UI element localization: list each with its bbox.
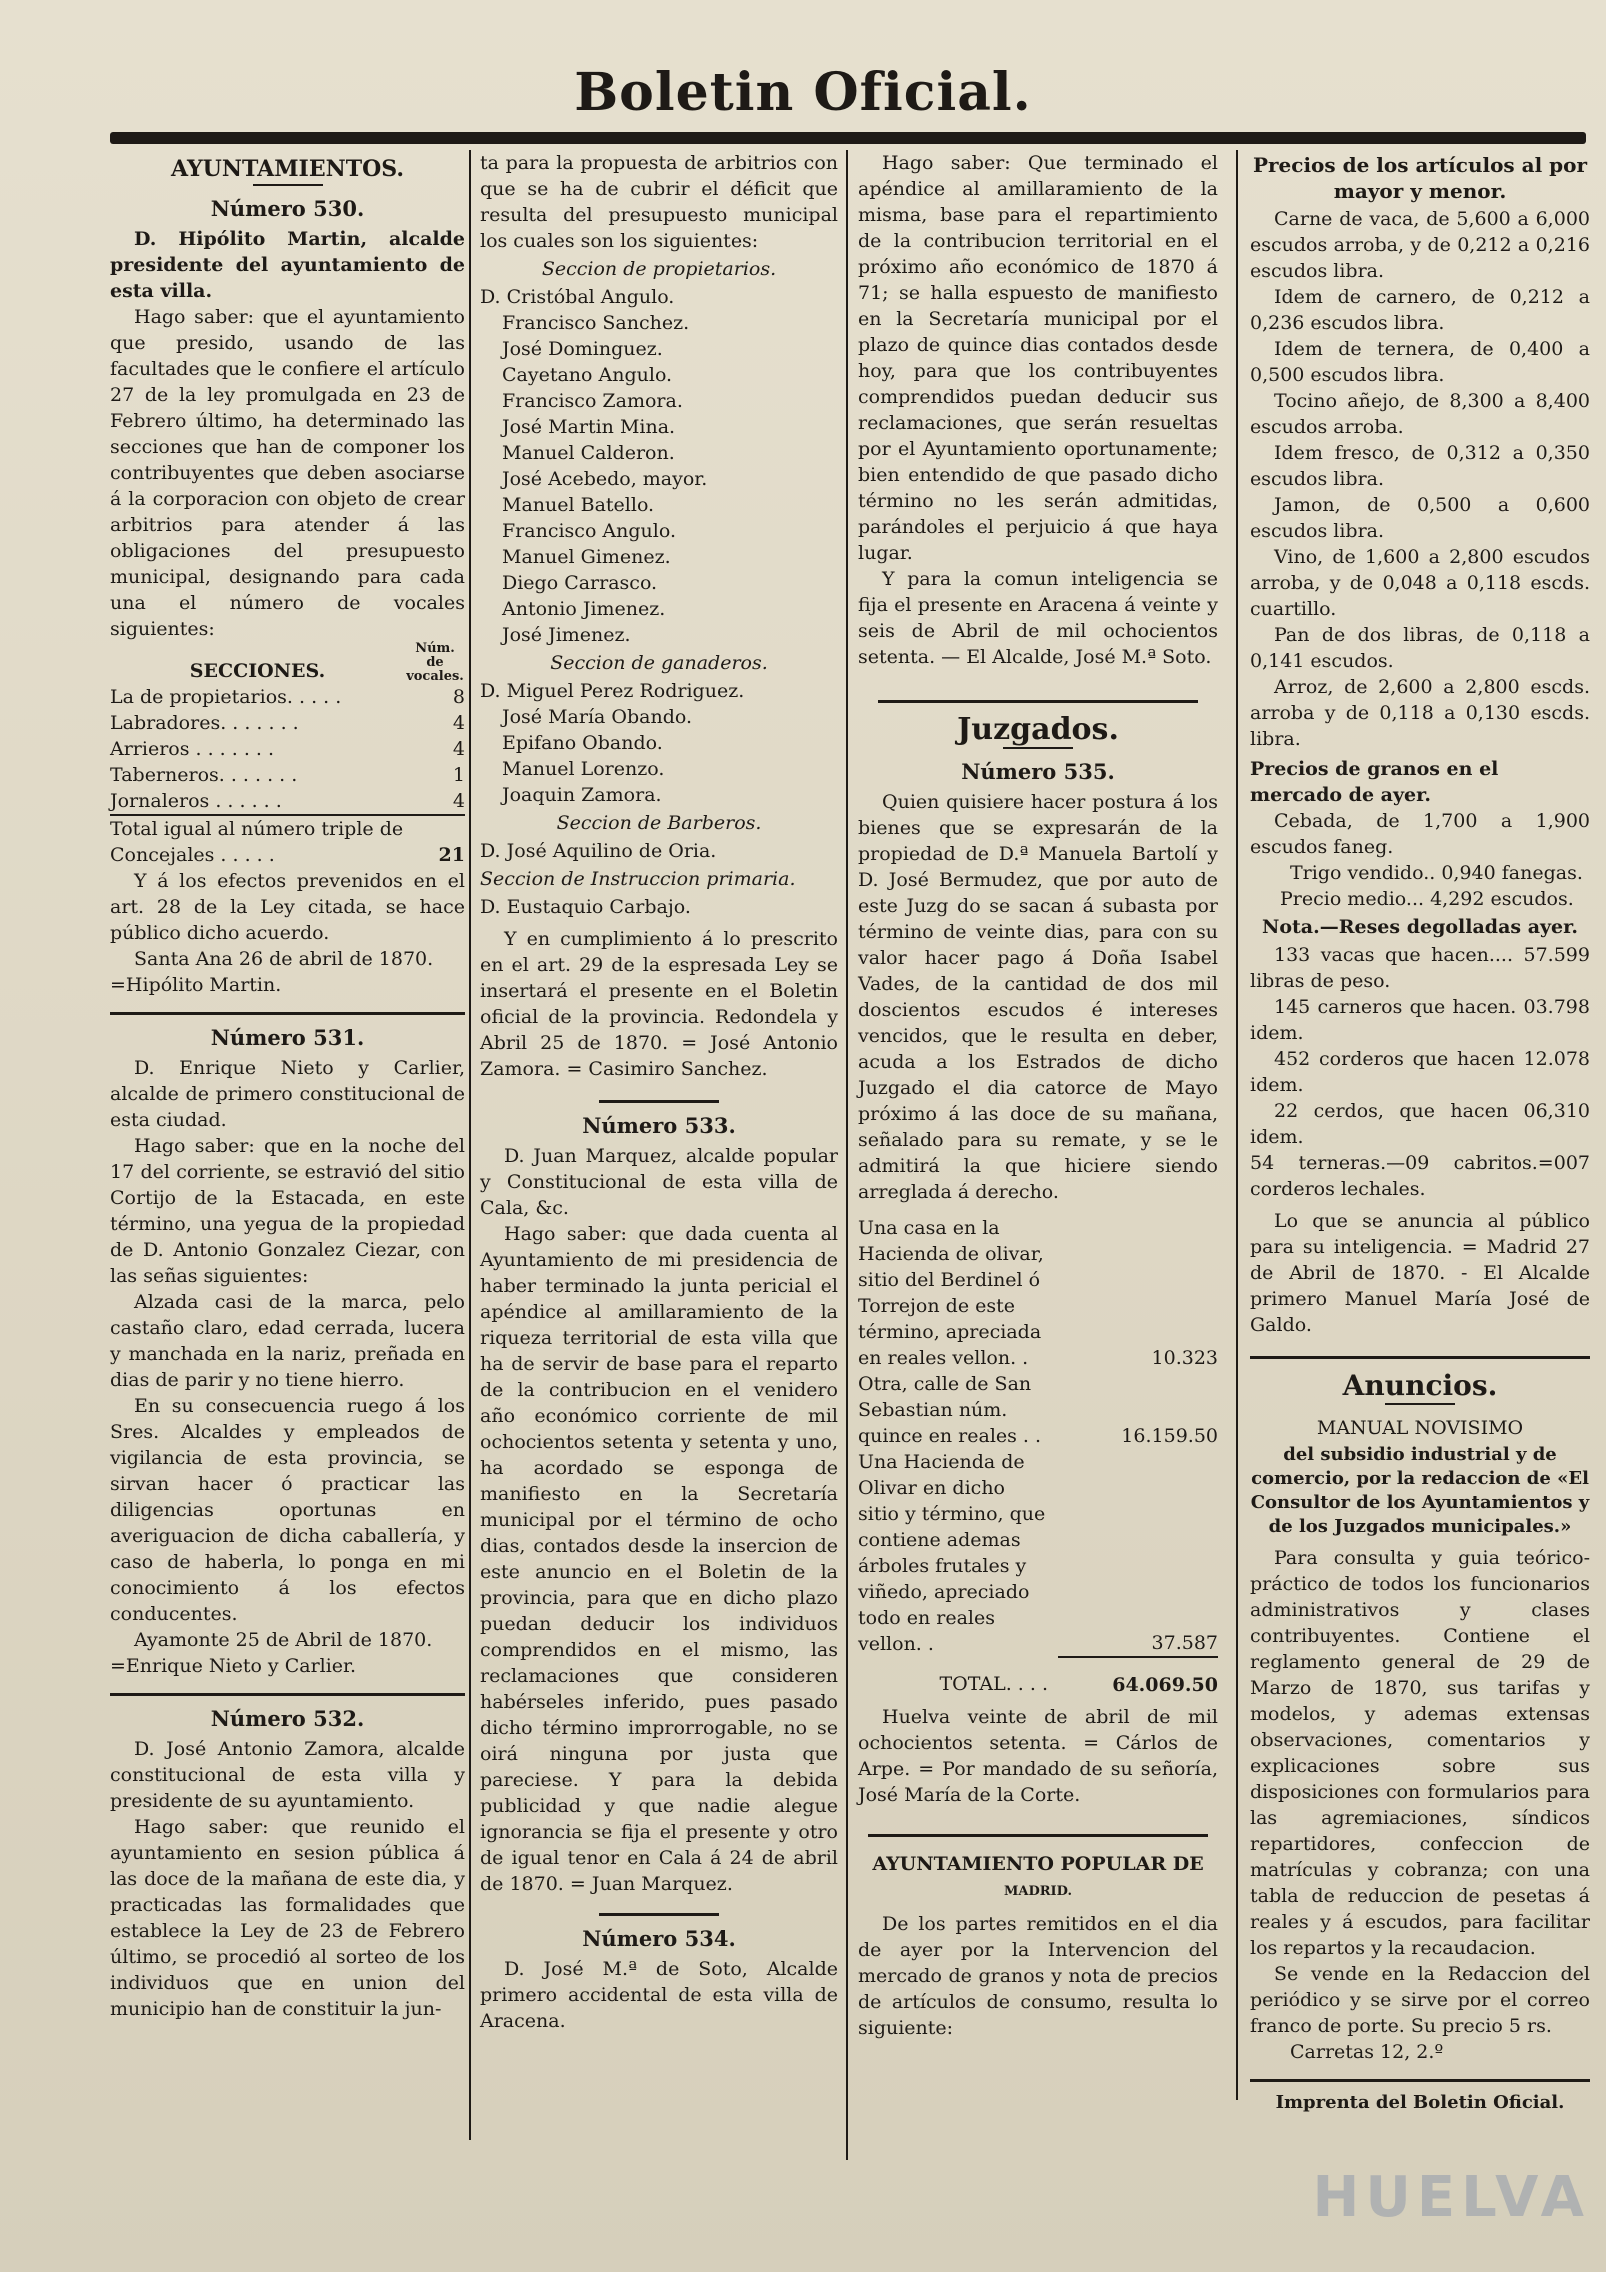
notice-530-body: Hago saber: que el ayuntamiento que presido, usando de las facultades que le confiere el artículo 27 de la ley promulgada en 23 de Febrero último, ha determinado las secciones que han de componer los contribuyentes que deben asociarse á la corporacion con objeto de crear arbitrios para atender á las obligaciones del presupuesto municipal, designando para cada una el número de vocales siguientes:	[110, 306, 465, 640]
table-cell: Otra, calle de San Sebastian núm. quince en reales . .	[858, 1373, 1042, 1447]
notice-531-body: Hago saber: que en la noche del 17 del corriente, se estravió del sitio Cortijo de la Estacada, en este término, una yegua de la propiedad de D. Antonio Gonzalez Ciezar, con las señas siguientes:	[110, 1135, 465, 1287]
notice-531-lead: D. Enrique Nieto y Carlier, alcalde de primero constitucional de esta ciudad.	[110, 1057, 465, 1131]
short-rule	[1385, 1403, 1455, 1405]
manual-subtitle: del subsidio industrial y de comercio, por la redaccion de «El Consultor de los Ayuntamientos y de los Juzgados municipales.»	[1250, 1444, 1590, 1537]
table-total-label: TOTAL. . . .	[939, 1673, 1048, 1695]
list-item: José Jimenez.	[502, 624, 631, 646]
prices-list	[1250, 206, 1590, 752]
list-item: José María Obando.	[502, 706, 693, 728]
notice-530-after: Y á los efectos prevenidos en el art. 28 de la Ley citada, se hace público dicho acuerdo.	[110, 870, 465, 944]
list-item: 54 terneras.—09 cabritos.=007 corderos lechales.	[1250, 1152, 1590, 1200]
madrid-closing: Lo que se anuncia al público para su inteligencia. = Madrid 27 de Abril de 1870. - El Alcalde primero Manuel María José de Galdo.	[1250, 1210, 1590, 1336]
list-item: Francisco Angulo.	[502, 520, 676, 542]
prices-heading: Precios de los artículos al por mayor y menor.	[1252, 153, 1588, 203]
table-row	[110, 710, 465, 736]
notice-number-532: Número 532.	[210, 1706, 365, 1731]
table-cell: 1	[452, 764, 465, 786]
notice-531-signer: =Enrique Nieto y Carlier.	[110, 1655, 357, 1677]
section-ganaderos: Seccion de ganaderos.	[550, 652, 768, 674]
list-item: Arroz, de 2,600 a 2,800 escds. arroba y de 0,118 a 0,130 escds. libra.	[1250, 676, 1590, 750]
list-item: Manuel Calderon.	[502, 442, 675, 464]
list-item: Epifano Obando.	[502, 732, 663, 754]
separator-rule	[599, 1100, 719, 1103]
notice-531-signs: Alzada casi de la marca, pelo castaño claro, edad cerrada, lucera y manchada en la nariz, preñada en dias de parir y no tiene hierro.	[110, 1291, 465, 1391]
list-item: Carne de vaca, de 5,600 a 6,000 escudos arroba, y de 0,212 a 0,216 escudos libra.	[1250, 208, 1590, 282]
table-cell: 37.587	[1151, 1632, 1218, 1654]
notice-535-body: Quien quisiere hacer postura á los bienes que se expresarán de la propiedad de D.ª Manuela Bartolí y D. José Bermudez, que por auto de este Juzg do se sacan á subasta por término de veinte dias, para con su valor hacer pago á Doña Isabel Vades, de la cantidad de dos mil doscientos escudos é intereses vencidos, que le resulta en deber, acuda a los Estrados de dicho Juzgado el dia catorce de Mayo próximo á las doce de su mañana, señalado para su remate, y se le admitirá la que hiciere siendo arreglada á derecho.	[858, 791, 1218, 1203]
list-item: Idem de carnero, de 0,212 a 0,236 escudos libra.	[1250, 286, 1590, 334]
list-item: D. Cristóbal Angulo.	[480, 286, 675, 308]
column-divider	[846, 150, 848, 2160]
list-item: D. Eustaquio Carbajo.	[480, 896, 691, 918]
notice-534-body: Hago saber: Que terminado el apéndice al amillaramiento de la misma, base para el repartimiento de la contribucion territorial en el próximo año económico de 1870 á 71; se halla espuesto de manifiesto en la Secretaría municipal por el plazo de quince dias contados desde hoy, para que los contribuyentes comprendidos puedan deducir sus reclamaciones, que serán resueltas por el Ayuntamiento oportunamente; bien entendido de que pasado dicho término no les serán admitidas, parándoles el perjuicio á que haya lugar.	[858, 152, 1218, 564]
table-cell: Una Hacienda de Olivar en dicho sitio y término, que contiene ademas árboles frutales y viñedo, apreciado todo en reales vellon. .	[858, 1451, 1046, 1655]
manual-title: MANUAL NOVISIMO	[1316, 1417, 1524, 1439]
list-item: José Martin Mina.	[502, 416, 676, 438]
notice-number-534: Número 534.	[582, 1926, 736, 1951]
notice-532-lead: D. José Antonio Zamora, alcalde constitucional de esta villa y presidente de su ayuntamiento.	[110, 1738, 465, 1812]
notice-532-continuation: ta para la propuesta de arbitrios con que se ha de cubrir el déficit que resulta del presupuesto municipal los cuales son los siguientes:	[480, 152, 838, 252]
madrid-body: De los partes remitidos en el dia de ayer por la Intervencion del mercado de granos y nota de precios de artículos de consumo, resulta lo siguiente:	[858, 1913, 1218, 2039]
list-item: Manuel Gimenez.	[502, 546, 671, 568]
table-total-value: 21	[405, 815, 465, 868]
list-item: Cayetano Angulo.	[502, 364, 673, 386]
notice-535-date: Huelva veinte de abril de mil ochocientos setenta. = Cárlos de Arpe. = Por mandado de su señoría, José María de la Corte.	[858, 1706, 1218, 1806]
table-cell: Una casa en la Hacienda de olivar, sitio del Berdinel ó Torrejon de este término, apreciada en reales vellon. .	[858, 1217, 1044, 1369]
notice-number-535: Número 535.	[961, 759, 1115, 784]
table-row	[110, 762, 465, 788]
column-4	[1250, 150, 1590, 2118]
manual-body: Para consulta y guia teórico-práctico de todos los funcionarios administrativos y clases contribuyentes. Contiene el reglamento general de 29 de Marzo de 1870, sus tarifas y modelos, y ademas extensas observaciones, comentarios y explicaciones sobre sus disposiciones con formularios para las agremiaciones, síndicos repartidores, confeccion de matrículas y cobranza; con una tabla de reduccion de pesetas á reales y á escudos, para facilitar los repartos y la recaudacion.	[1250, 1547, 1590, 1959]
vocales-table-header	[110, 642, 465, 684]
table-cell: 4	[452, 790, 465, 812]
section-heading-ayuntamientos: AYUNTAMIENTOS.	[170, 156, 405, 182]
table-cell: 16.159.50	[1121, 1425, 1218, 1447]
notice-533-body: Hago saber: que dada cuenta al Ayuntamiento de mi presidencia de haber terminado la junta pericial el apéndice al amillaramiento de la riqueza territorial de esta villa que ha de servir de base para el reparto de la contribucion en el venidero año económico corriente de mil ochocientos setenta y setenta y uno, ha acordado se esponga de manifiesto en la Secretaría municipal por el término de ocho dias, contados desde la insercion de este anuncio en el Boletin de la provincia, para que en dicho plazo puedan deducir los individuos comprendidos en el mismo, las reclamaciones que consideren habérseles inferido, pues pasado dicho término improrrogable, no se oirá ninguna por justa que pareciese. Y para la debida publicidad y que nadie alegue ignorancia se fija el presente y otro de igual tenor en Cala á 24 de abril de 1870. = Juan Marquez.	[480, 1223, 838, 1895]
list-item: 22 cerdos, que hacen 06,310 idem.	[1250, 1100, 1590, 1148]
section-heading-anuncios: Anuncios.	[1342, 1369, 1498, 1402]
table-cell: La de propietarios. . . . .	[110, 686, 342, 708]
separator-rule	[878, 700, 1198, 703]
notice-531-body2: En su consecuencia ruego á los Sres. Alcaldes y empleados de vigilancia de esta provincia, se sirvan hacer ó practicar las diligencias oportunas en averiguacion de dicha caballería, y caso de haberla, lo ponga en mi conocimiento á los efectos conducentes.	[110, 1395, 465, 1625]
list-item: 145 carneros que hacen. 03.798 idem.	[1250, 996, 1590, 1044]
masthead-title: Boletin Oficial.	[574, 62, 1032, 123]
madrid-heading: AYUNTAMIENTO POPULAR DE	[872, 1853, 1204, 1875]
list-item: Vino, de 1,600 a 2,800 escudos arroba, y de 0,048 a 0,118 escds. cuartillo.	[1250, 546, 1590, 620]
list-item: Antonio Jimenez.	[502, 598, 666, 620]
notice-534-lead: D. José M.ª de Soto, Alcalde primero accidental de esta villa de Aracena.	[480, 1958, 838, 2032]
list-item: D. Miguel Perez Rodriguez.	[480, 680, 745, 702]
list-item: José Dominguez.	[502, 338, 663, 360]
grain-list	[1250, 808, 1590, 912]
column-3	[858, 150, 1218, 2041]
table-total-row	[858, 1657, 1218, 1698]
separator-rule	[110, 1012, 465, 1015]
column-2	[480, 150, 838, 2034]
manual-address: Carretas 12, 2.º	[1290, 2041, 1444, 2063]
table-cell: Taberneros. . . . . . .	[110, 764, 298, 786]
table-cell: 4	[452, 712, 465, 734]
reses-heading: Nota.—Reses degolladas ayer.	[1261, 916, 1579, 938]
table-header-num: Núm. de vocales.	[406, 641, 464, 684]
list-item: Trigo vendido.. 0,940 fanegas.	[1290, 862, 1583, 884]
column-divider	[469, 150, 471, 2140]
notice-530-date: Santa Ana 26 de abril de 1870.	[134, 948, 434, 970]
list-item: José Acebedo, mayor.	[502, 468, 708, 490]
list-item: D. José Aquilino de Oria.	[480, 840, 717, 862]
list-item: Diego Carrasco.	[502, 572, 658, 594]
notice-number-533: Número 533.	[582, 1113, 736, 1138]
list-item: Manuel Batello.	[502, 494, 655, 516]
table-total-label: Total igual al número triple de Concejales . . . . .	[110, 815, 405, 868]
section-barberos: Seccion de Barberos.	[556, 812, 762, 834]
grain-heading: Precios de granos en el mercado de ayer.	[1250, 758, 1499, 806]
manual-sale: Se vende en la Redaccion del periódico y se sirve por el correo franco de porte. Su precio 5 rs.	[1250, 1963, 1590, 2037]
separator-rule	[868, 1834, 1208, 1837]
list-item: Francisco Zamora.	[502, 390, 683, 412]
notice-530-lead: D. Hipólito Martin, alcalde presidente del ayuntamiento de esta villa.	[110, 228, 465, 302]
section-heading-juzgados: Juzgados.	[957, 712, 1119, 747]
table-cell: Jornaleros . . . . . .	[110, 790, 282, 812]
notice-532-closing: Y en cumplimiento á lo prescrito en el art. 29 de la espresada Ley se insertará el presente en el Boletin oficial de la provincia. Redondela y Abril 25 de 1870. = José Antonio Zamora. = Casimiro Sanchez.	[480, 928, 838, 1080]
list-item: 452 corderos que hacen 12.078 idem.	[1250, 1048, 1590, 1096]
list-item: Idem de ternera, de 0,400 a 0,500 escudos libra.	[1250, 338, 1590, 386]
table-header-sections: SECCIONES.	[189, 660, 326, 682]
column-1	[110, 150, 465, 2022]
notice-number-530: Número 530.	[210, 196, 365, 221]
column-divider	[1236, 150, 1238, 2100]
separator-rule	[110, 1693, 465, 1696]
list-item: Francisco Sanchez.	[502, 312, 690, 334]
list-ganaderos	[480, 678, 838, 808]
table-cell: 10.323	[1151, 1347, 1218, 1369]
table-cell: 8	[452, 686, 465, 708]
notice-532-body: Hago saber: que reunido el ayuntamiento en sesion pública á las doce de la mañana de este dia, y practicadas las formalidades que establece la Ley de 23 de Febrero último, se procedió al sorteo de los individuos que en union del municipio han de constituir la jun-	[110, 1816, 465, 2020]
madrid-city: MADRID.	[1004, 1884, 1072, 1899]
table-row	[110, 788, 465, 815]
list-item: Joaquin Zamora.	[502, 784, 662, 806]
list-item: Cebada, de 1,700 a 1,900 escudos faneg.	[1250, 810, 1590, 858]
table-cell: Arrieros . . . . . . .	[110, 738, 275, 760]
list-item: Precio medio... 4,292 escudos.	[1280, 888, 1574, 910]
table-row	[110, 736, 465, 762]
reses-list	[1250, 942, 1590, 1202]
table-cell: Labradores. . . . . . .	[110, 712, 299, 734]
table-row	[858, 1449, 1218, 1657]
notice-533-lead: D. Juan Marquez, alcalde popular y Constitucional de esta villa de Cala, &c.	[480, 1145, 838, 1219]
list-item: Pan de dos libras, de 0,118 a 0,141 escudos.	[1250, 624, 1590, 672]
list-item: Tocino añejo, de 8,300 a 8,400 escudos arroba.	[1250, 390, 1590, 438]
separator-rule	[1250, 1356, 1590, 1359]
separator-rule	[599, 1913, 719, 1916]
list-propietarios	[480, 284, 838, 648]
separator-rule	[1250, 2079, 1590, 2082]
table-total-row	[110, 815, 465, 868]
section-instruccion: Seccion de Instruccion primaria.	[480, 868, 796, 890]
list-item: Jamon, de 0,500 a 0,600 escudos libra.	[1250, 494, 1590, 542]
vocales-table	[110, 642, 465, 868]
notice-534-body2: Y para la comun inteligencia se fija el presente en Aracena á veinte y seis de Abril de mil ochocientos setenta. — El Alcalde, José M.ª Soto.	[858, 568, 1218, 668]
section-propietarios: Seccion de propietarios.	[541, 258, 777, 280]
list-item: Idem fresco, de 0,312 a 0,350 escudos libra.	[1250, 442, 1590, 490]
table-row	[858, 1215, 1218, 1371]
property-table	[858, 1215, 1218, 1698]
short-rule	[253, 184, 323, 186]
table-total-value: 64.069.50	[1058, 1657, 1218, 1698]
list-item: 133 vacas que hacen.... 57.599 libras de peso.	[1250, 944, 1590, 992]
masthead-rule	[110, 132, 1586, 144]
archive-watermark: HUELVA	[1312, 2165, 1590, 2230]
table-cell: 4	[452, 738, 465, 760]
notice-531-date: Ayamonte 25 de Abril de 1870.	[134, 1629, 433, 1651]
notice-number-531: Número 531.	[210, 1025, 365, 1050]
imprenta-credit: Imprenta del Boletin Oficial.	[1275, 2092, 1565, 2113]
table-row	[858, 1371, 1218, 1449]
list-item: Manuel Lorenzo.	[502, 758, 665, 780]
table-row	[110, 684, 465, 710]
short-rule	[1003, 747, 1073, 749]
notice-530-signer: =Hipólito Martin.	[110, 974, 282, 996]
